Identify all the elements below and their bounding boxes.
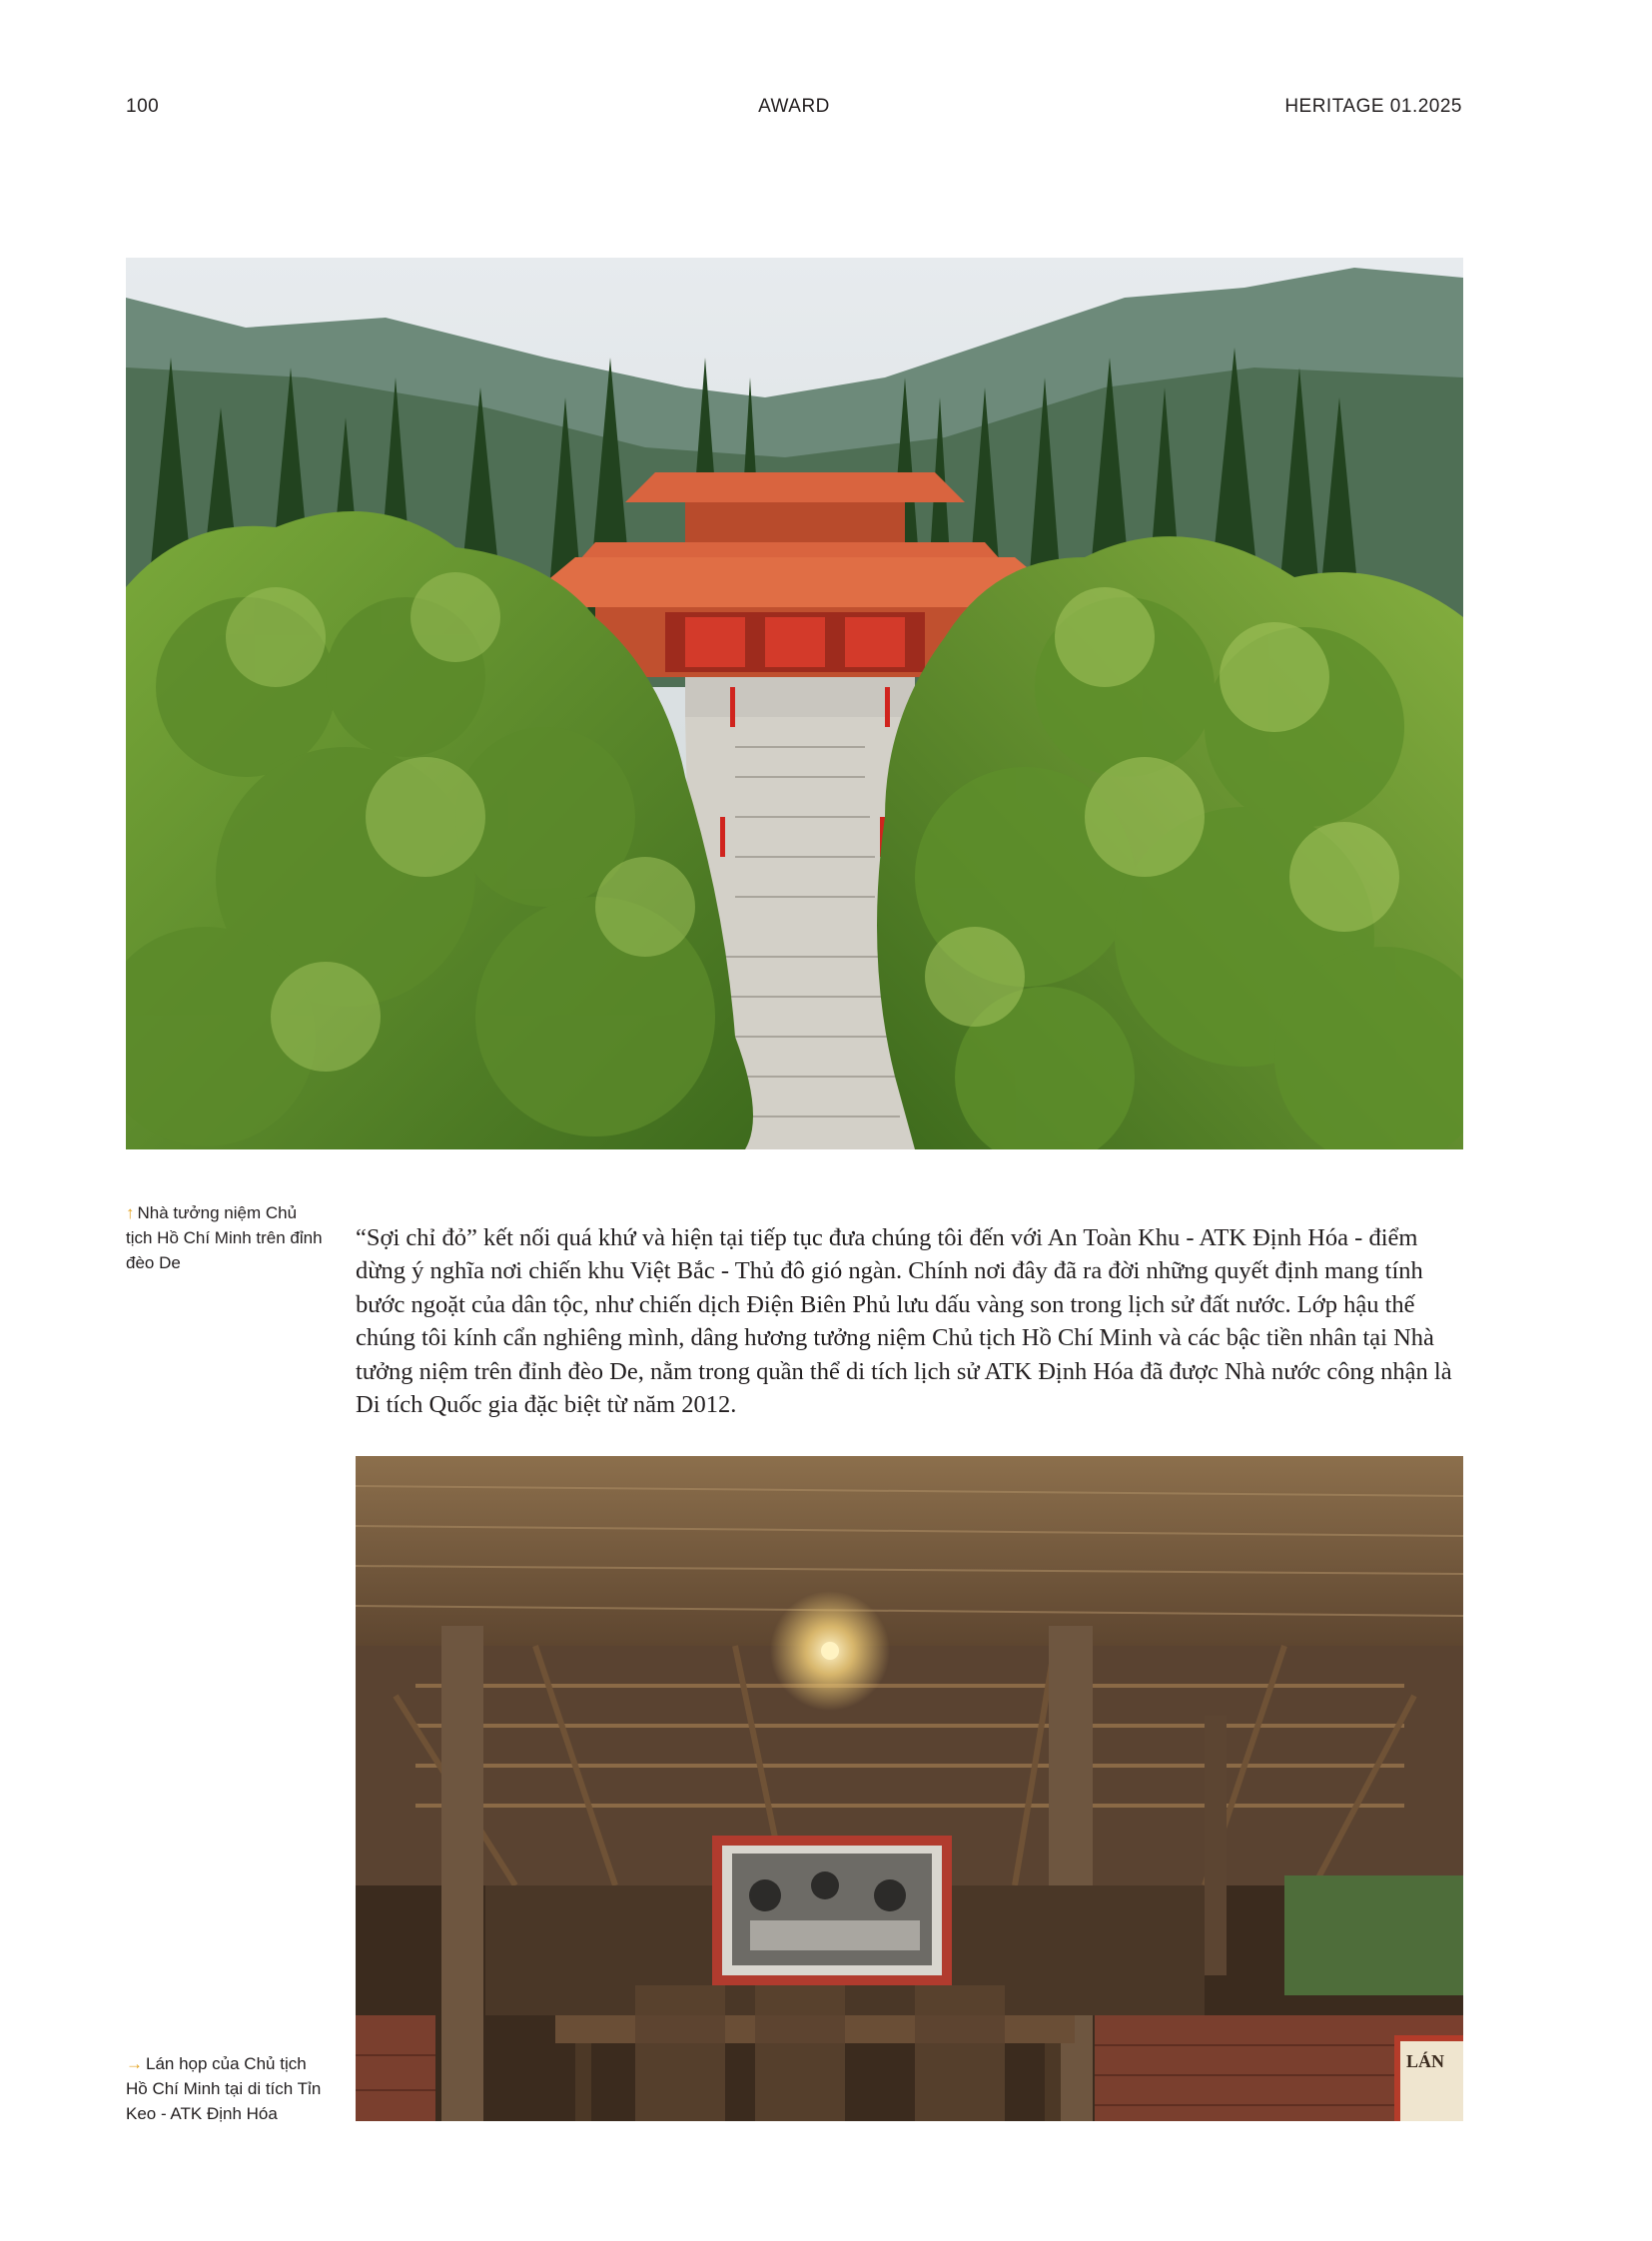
page-number: 100 xyxy=(126,96,160,117)
sign-text: LÁN xyxy=(1406,2051,1445,2071)
temple-illustration xyxy=(126,258,1463,1149)
body-paragraph: “Sợi chỉ đỏ” kết nối quá khứ và hiện tại tiếp tục đưa chúng tôi đến với An Toàn Khu - ATK Định Hóa - điểm dừng ý nghĩa nơi chiến khu Việt Bắc - Thủ đô gió ngàn. Chính nơi đây đã ra đời những quyết định mang tính bước ngoặt của dân tộc, như chiến dịch Điện Biên Phủ lưu dấu vàng son trong lịch sử đất nước. Lớp hậu thế chúng tôi kính cẩn nghiêng mình, dâng hương tưởng niệm Chủ tịch Hồ Chí Minh và các bậc tiền nhân tại Nhà tưởng niệm trên đỉnh đèo De, nằm trong quần thể di tích lịch sử ATK Định Hóa đã được Nhà nước công nhận là Di tích Quốc gia đặc biệt từ năm 2012. xyxy=(356,1223,1452,1418)
meeting-hut-photo xyxy=(356,1456,1463,2121)
arrow-right-icon: → xyxy=(126,2054,143,2073)
section-title: AWARD xyxy=(758,96,830,117)
caption-text: Lán họp của Chủ tịch Hồ Chí Minh tại di tích Tỉn Keo - ATK Định Hóa xyxy=(126,2054,322,2123)
issue-label: HERITAGE 01.2025 xyxy=(1284,96,1462,117)
temple-photo xyxy=(126,258,1463,1149)
meeting-hut-illustration xyxy=(356,1456,1463,2121)
caption-text: Nhà tưởng niệm Chủ tịch Hồ Chí Minh trên đỉnh đèo De xyxy=(126,1203,323,1272)
arrow-up-icon: ↑ xyxy=(126,1203,135,1222)
temple-photo-caption xyxy=(126,1200,326,1275)
hut-photo-caption xyxy=(126,2051,326,2126)
